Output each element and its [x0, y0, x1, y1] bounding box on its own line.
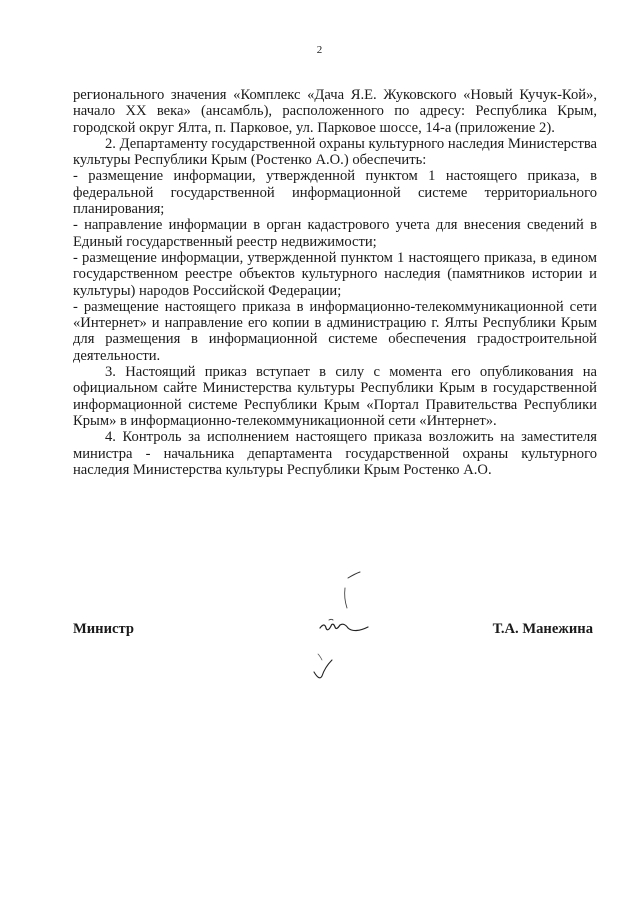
paragraph-item-4: 4. Контроль за исполнением настоящего приказа возложить на заместителя министра - начальника департамента государственной охраны культурного наследия Министерства культуры Республики Крым Ростенко А.О. — [73, 429, 597, 478]
page-number: 2 — [316, 44, 323, 56]
handwritten-signature — [290, 568, 380, 688]
paragraph-object-description: регионального значения «Комплекс «Дача Я.Е. Жуковского «Новый Кучук-Кой», начало XX века» (ансамбль), расположенного по адресу: Республика Крым, городской округ Ялта, п. Парковое, ул. Парковое шоссе, 14-а (приложение 2). — [73, 87, 597, 136]
paragraph-item-3: 3. Настоящий приказ вступает в силу с момента его опубликования на официальном сайте Министерства культуры Республики Крым в государственной информационной системе Республики Крым «Портал Правительства Республики Крым» в информационно-телекоммуникационной сети «Интернет». — [73, 364, 597, 429]
signer-name: Т.А. Манежина — [492, 621, 593, 637]
paragraph-item-2-bullet-2: - направление информации в орган кадастрового учета для внесения сведений в Единый государственный реестр недвижимости; — [73, 217, 597, 250]
document-body — [73, 87, 597, 478]
paragraph-item-2-bullet-3: - размещение информации, утвержденной пунктом 1 настоящего приказа, в едином государственном реестре объектов культурного наследия (памятников истории и культуры) народов Российской Федерации; — [73, 249, 597, 299]
paragraph-item-2-bullet-4: - размещение настоящего приказа в информационно-телекоммуникационной сети «Интернет» и направление его копии в администрацию г. Ялты Республики Крым для размещения в информационной системе обеспечения градостроительной деятельности. — [73, 298, 597, 364]
paragraph-item-2: 2. Департаменту государственной охраны культурного наследия Министерства культуры Республики Крым (Ростенко А.О.) обеспечить: — [73, 135, 597, 169]
paragraph-item-2-bullet-1: - размещение информации, утвержденной пунктом 1 настоящего приказа, в федеральной государственной информационной системе территориального планирования; — [73, 168, 597, 218]
signer-title: Министр — [73, 621, 134, 637]
